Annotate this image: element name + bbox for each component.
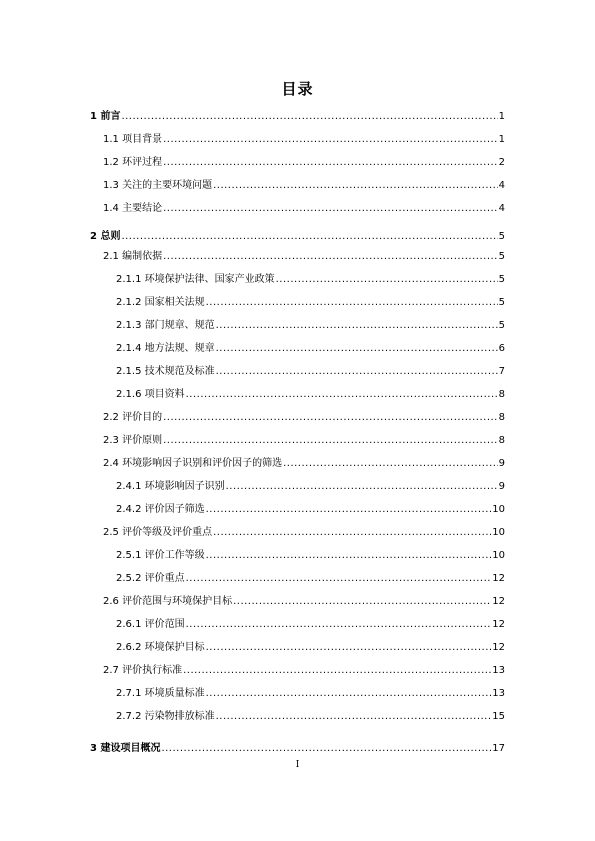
toc-entry-page: 9 [498,458,505,469]
toc-entry-label: 2.7 评价执行标准 [103,665,183,676]
toc-entry-label: 2.2 评价目的 [103,412,163,423]
toc-entry[interactable] [116,549,505,563]
toc-entry-page: 9 [498,481,505,492]
dot-leader [161,742,491,756]
toc-entry[interactable] [103,133,505,147]
toc-entry[interactable] [116,503,505,517]
toc-entry-page: 4 [498,203,505,214]
dot-leader [213,526,491,540]
toc-entry[interactable] [103,664,505,678]
toc-entry-label: 1.3 关注的主要环境问题 [103,180,213,191]
toc-entry-label: 2.1.2 国家相关法规 [116,297,205,308]
toc-entry[interactable] [116,710,505,724]
toc-entry-label: 2.4.2 评价因子筛选 [116,504,205,515]
toc-entry[interactable] [103,457,505,471]
toc-entry-label: 2.6 评价范围与环境保护目标 [103,596,233,607]
toc-entry[interactable] [116,388,505,402]
toc-entry-page: 10 [492,504,505,515]
toc-entry[interactable] [103,411,505,425]
dot-leader [206,687,492,701]
dot-leader [216,319,498,333]
dot-leader [163,202,498,216]
toc-entry-page: 7 [498,366,505,377]
dot-leader [121,230,497,244]
dot-leader [121,110,497,124]
toc-entry[interactable] [116,618,505,632]
toc-entry-page: 10 [492,527,505,538]
dot-leader [163,156,498,170]
dot-leader [226,480,498,494]
toc-entry-label: 2.1.3 部门规章、规范 [116,320,215,331]
dot-leader [283,457,498,471]
toc-entry-page: 12 [492,596,505,607]
toc-entry[interactable] [90,230,505,244]
dot-leader [276,273,498,287]
toc-entry-page: 6 [498,343,505,354]
toc-entry[interactable] [116,641,505,655]
toc-entry[interactable] [116,572,505,586]
toc-entry-label: 2.5.1 评价工作等级 [116,550,205,561]
toc-entry-page: 5 [498,320,505,331]
toc-entry-page: 13 [492,688,505,699]
toc-entry-page: 12 [492,619,505,630]
toc-entry-label: 2.1.1 环境保护法律、国家产业政策 [116,274,275,285]
toc-entry[interactable] [103,595,505,609]
toc-entry-page: 8 [498,389,505,400]
dot-leader [216,710,492,724]
toc-entry-page: 12 [492,573,505,584]
toc-entry-page: 5 [498,274,505,285]
toc-entry-page: 12 [492,642,505,653]
toc-entry[interactable] [103,156,505,170]
toc-entry-label: 1.4 主要结论 [103,203,163,214]
dot-leader [163,411,498,425]
toc-entry-page: 1 [498,111,505,122]
dot-leader [186,572,492,586]
toc-entry-page: 13 [492,665,505,676]
toc-entry-page: 17 [492,743,505,754]
toc-entry[interactable] [116,342,505,356]
toc-entry-label: 2.4 环境影响因子识别和评价因子的筛选 [103,458,283,469]
toc-entry-label: 2.6.2 环境保护目标 [116,642,205,653]
toc-entry-page: 1 [498,134,505,145]
toc-entry-page: 10 [492,550,505,561]
toc-entry-page: 5 [498,297,505,308]
toc-entry-page: 4 [498,180,505,191]
dot-leader [163,434,498,448]
dot-leader [163,250,498,264]
toc-entry[interactable] [116,480,505,494]
toc-entry-label: 2.1 编制依据 [103,251,163,262]
toc-entry[interactable] [116,319,505,333]
dot-leader [216,342,498,356]
toc-entry[interactable] [103,179,505,193]
toc-entry-page: 5 [498,231,505,242]
toc-entry[interactable] [103,202,505,216]
toc-entry-label: 1 前言 [90,111,121,122]
toc-entry-label: 2.5 评价等级及评价重点 [103,527,213,538]
dot-leader [216,365,498,379]
toc-entry-label: 2.6.1 评价范围 [116,619,185,630]
toc-entry-page: 15 [492,711,505,722]
toc-entry-page: 8 [498,435,505,446]
dot-leader [206,503,492,517]
dot-leader [233,595,491,609]
toc-entry-page: 5 [498,251,505,262]
toc-title: 目录 [281,80,314,98]
dot-leader [206,641,492,655]
toc-entry[interactable] [116,273,505,287]
dot-leader [213,179,498,193]
toc-entry[interactable] [103,526,505,540]
toc-entry[interactable] [116,687,505,701]
toc-entry-page: 2 [498,157,505,168]
toc-entry[interactable] [116,296,505,310]
toc-entry-label: 2.7.1 环境质量标准 [116,688,205,699]
toc-entry[interactable] [103,250,505,264]
toc-entry[interactable] [103,434,505,448]
toc-entry-label: 2.7.2 污染物排放标准 [116,711,215,722]
toc-entry-label: 1.2 环评过程 [103,157,163,168]
toc-entry-label: 2 总则 [90,231,121,242]
toc-entry[interactable] [90,110,505,124]
dot-leader [206,296,498,310]
toc-entry-label: 2.5.2 评价重点 [116,573,185,584]
toc-entry-label: 2.4.1 环境影响因子识别 [116,481,225,492]
dot-leader [186,388,498,402]
dot-leader [163,133,498,147]
toc-entry-label: 3 建设项目概况 [90,743,161,754]
toc-entry-label: 2.1.5 技术规范及标准 [116,366,215,377]
toc-entry-label: 2.3 评价原则 [103,435,163,446]
dot-leader [206,549,492,563]
toc-entry-label: 2.1.4 地方法规、规章 [116,343,215,354]
toc-entry[interactable] [90,742,505,756]
page-number: I [295,760,300,770]
toc-entry-page: 8 [498,412,505,423]
toc-entry[interactable] [116,365,505,379]
dot-leader [183,664,491,678]
toc-entry-label: 2.1.6 项目资料 [116,389,185,400]
dot-leader [186,618,492,632]
toc-entry-label: 1.1 项目背景 [103,134,163,145]
